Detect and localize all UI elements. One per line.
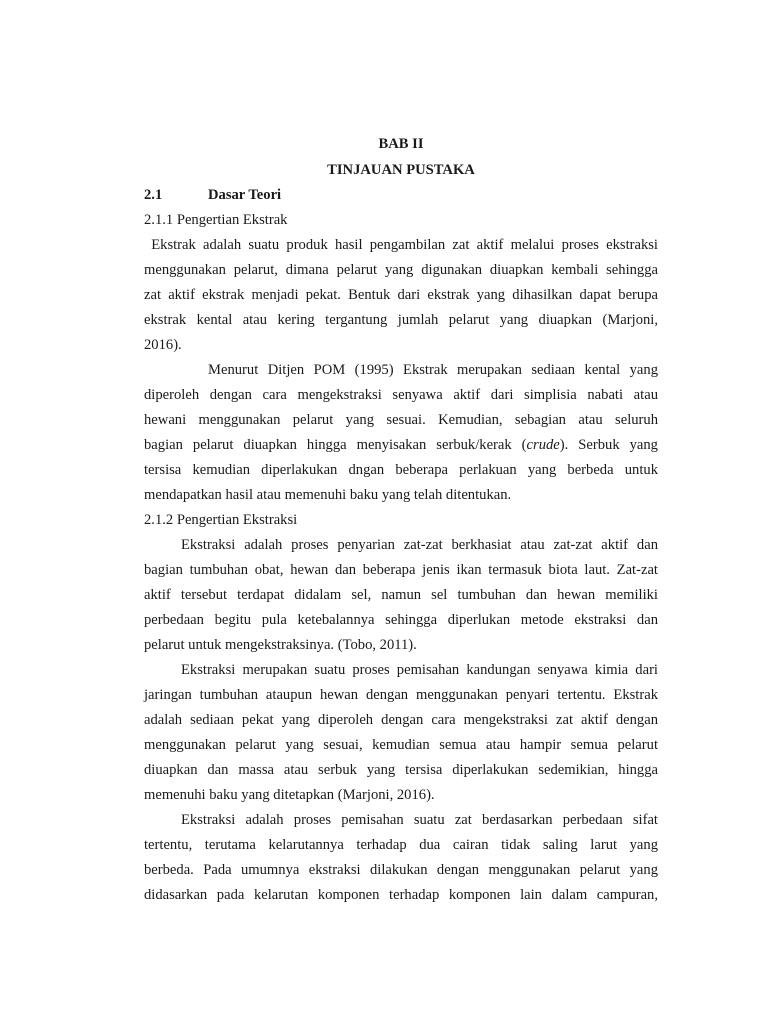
italic-term: crude <box>526 437 560 453</box>
paragraph-line: jaringan tumbuhan ataupun hewan dengan menggunakan penyari tertentu. Ekstrak <box>144 687 658 703</box>
paragraph-line <box>144 437 658 454</box>
paragraph-line: 2016). <box>144 337 182 353</box>
paragraph-line: pelarut untuk mengekstraksinya. (Tobo, 2011). <box>144 637 417 653</box>
paragraph-line: perbedaan begitu pula ketebalannya sehingga diperlukan metode ekstraksi dan <box>144 612 658 628</box>
paragraph-line: Ekstraksi adalah proses penyarian zat-zat berkhasiat atau zat-zat aktif dan <box>181 537 658 553</box>
paragraph-line: memenuhi baku yang ditetapkan (Marjoni, 2016). <box>144 787 435 803</box>
paragraph-line: menggunakan pelarut yang sesuai, kemudian semua atau hampir semua pelarut <box>144 737 658 753</box>
text-run: bagian pelarut diuapkan hingga menyisakan serbuk/kerak ( <box>144 437 527 453</box>
paragraph-line: tertentu, terutama kelarutannya terhadap dua cairan tidak saling larut yang <box>144 837 658 853</box>
paragraph-line: bagian tumbuhan obat, hewan dan beberapa jenis ikan termasuk biota laut. Zat-zat <box>144 562 658 578</box>
section-title: Dasar Teori <box>208 187 282 203</box>
section-heading-2-1 <box>144 187 658 204</box>
subsection-heading-2-1-2: 2.1.2 Pengertian Ekstraksi <box>144 512 298 528</box>
paragraph-line: mendapatkan hasil atau memenuhi baku yang telah ditentukan. <box>144 487 512 503</box>
chapter-title: TINJAUAN PUSTAKA <box>327 162 475 178</box>
text-run: ). Serbuk yang <box>559 437 658 453</box>
paragraph-line: berbeda. Pada umumnya ekstraksi dilakukan dengan menggunakan pelarut yang <box>144 862 658 878</box>
document-page <box>144 0 658 1024</box>
paragraph-line: aktif tersebut terdapat didalam sel, namun sel tumbuhan dan hewan memiliki <box>144 587 658 603</box>
section-number: 2.1 <box>144 187 163 203</box>
paragraph-line: Ekstraksi adalah proses pemisahan suatu zat berdasarkan perbedaan sifat <box>181 812 658 828</box>
chapter-heading: BAB II <box>378 136 424 152</box>
paragraph-line: tersisa kemudian diperlakukan dngan beberapa perlakuan yang berbeda untuk <box>144 462 658 478</box>
paragraph-line: Menurut Ditjen POM (1995) Ekstrak merupakan sediaan kental yang <box>208 362 658 378</box>
paragraph-line: ekstrak kental atau kering tergantung jumlah pelarut yang diuapkan (Marjoni, <box>144 312 658 328</box>
subsection-heading-2-1-1: 2.1.1 Pengertian Ekstrak <box>144 212 288 228</box>
paragraph-line: zat aktif ekstrak menjadi pekat. Bentuk dari ekstrak yang dihasilkan dapat berupa <box>144 287 658 303</box>
paragraph-line: menggunakan pelarut, dimana pelarut yang digunakan diuapkan kembali sehingga <box>144 262 658 278</box>
paragraph-line: Ekstraksi merupakan suatu proses pemisahan kandungan senyawa kimia dari <box>181 662 658 678</box>
paragraph-line: diuapkan dan massa atau serbuk yang tersisa diperlakukan sedemikian, hingga <box>144 762 658 778</box>
paragraph-line: diperoleh dengan cara mengekstraksi senyawa aktif dari simplisia nabati atau <box>144 387 658 403</box>
paragraph-line: Ekstrak adalah suatu produk hasil pengambilan zat aktif melalui proses ekstraksi <box>144 237 658 253</box>
paragraph-line: didasarkan pada kelarutan komponen terhadap komponen lain dalam campuran, <box>144 887 658 903</box>
paragraph-line: hewani menggunakan pelarut yang sesuai. Kemudian, sebagian atau seluruh <box>144 412 658 428</box>
paragraph-line: adalah sediaan pekat yang diperoleh dengan cara mengekstraksi zat aktif dengan <box>144 712 658 728</box>
